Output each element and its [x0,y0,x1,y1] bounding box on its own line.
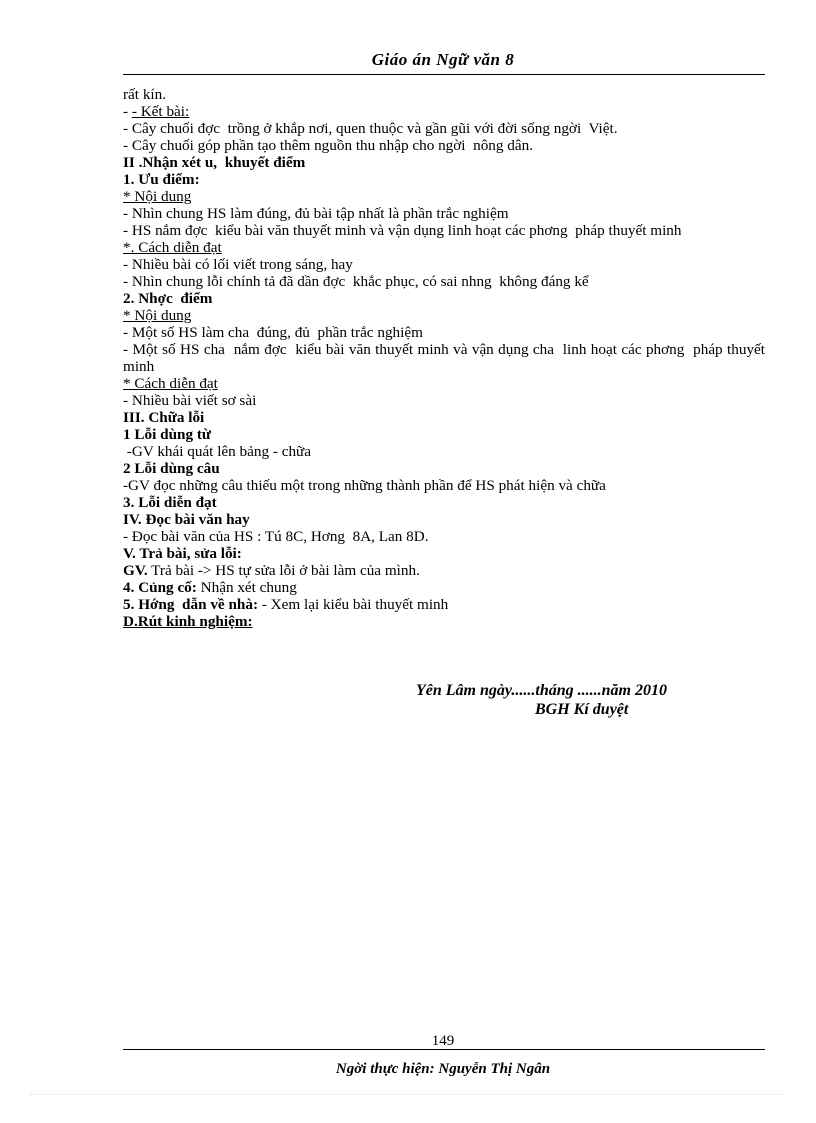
inline-label: 4. Củng cố: [123,579,197,596]
subsection-heading: 1. Ưu điểm: [123,171,200,188]
text-line: -GV khái quát lên bảng - chữa [123,443,312,460]
header-title: Giáo án Ngữ văn 8 [371,50,515,69]
page-edge-dots [30,1094,786,1095]
section-heading: III. Chữa lỗi [123,409,205,426]
document-body [123,86,769,630]
inline-label: GV. [123,562,148,579]
inline-text: Trả bài -> HS tự sửa lỗi ở bài làm của mình. [147,562,420,579]
subsection-heading: 2 Lỗi dùng câu [123,460,220,477]
text-line: - Đọc bài văn của HS : Tú 8C, Hơng 8A, Lan 8D. [123,528,429,545]
header-rule [123,74,765,75]
section-heading: II .Nhận xét u, khuyết điểm [123,154,306,171]
text-line: - Nhiều bài viết sơ sài [123,392,257,409]
text-line [123,562,765,579]
subsection-heading: 1 Lỗi dùng từ [123,426,212,443]
signature-date: Yên Lâm ngày......tháng ......năm 2010 [416,682,667,699]
subheading-content: * Nội dung [123,307,192,324]
text-line: - Nhiều bài có lối viết trong sáng, hay [123,256,353,273]
text-line: rất kín. [123,86,167,103]
section-heading: V. Trả bài, sửa lỗi: [123,545,242,562]
footer-author: Ngời thực hiện: Nguyễn Thị Ngân [335,1061,551,1077]
inline-text: Nhận xét chung [196,579,297,596]
conclusion-heading: - - Kết bài: [123,103,190,120]
text-line [123,596,765,613]
section-heading: D.Rút kinh nghiệm: [123,613,253,630]
text-line: - Cây chuối góp phần tạo thêm nguồn thu nhập cho ngời nông dân. [123,137,534,154]
text-line: - HS nắm đợc kiểu bài văn thuyết minh và vận dụng linh hoạt các phơng pháp thuyết minh [123,222,682,239]
text-line: - Nhìn chung lỗi chính tả đã dần đợc khắc phục, có sai nhng không đáng kể [123,273,589,290]
text-line [123,579,765,596]
footer-rule [123,1049,765,1050]
subheading-expression: *. Cách diễn đạt [123,239,222,256]
text-line: -GV đọc những câu thiếu một trong những thành phần để HS phát hiện và chữa [123,477,606,494]
subsection-heading: 2. Nhợc điểm [123,290,213,307]
subsection-heading: 3. Lỗi diễn đạt [123,494,217,511]
text-line: - Nhìn chung HS làm đúng, đủ bài tập nhất là phần trắc nghiệm [123,205,509,222]
subheading-expression: * Cách diễn đạt [123,375,218,392]
text-line: - Một số HS làm cha đúng, đủ phần trắc nghiệm [123,324,423,341]
page-number: 149 [431,1033,455,1049]
section-heading: IV. Đọc bài văn hay [123,511,250,528]
inline-text: - Xem lại kiểu bài thuyết minh [258,596,449,613]
text-line: - Cây chuối đợc trồng ở khắp nơi, quen thuộc và gần gũi với đời sống ngời Việt. [123,120,618,137]
conclusion-label: - Kết bài: [131,103,190,120]
signature-title: BGH Kí duyệt [535,701,629,718]
subheading-content: * Nội dung [123,188,192,205]
inline-label: 5. Hớng dẫn về nhà: [123,596,259,613]
text-line: - Một số HS cha nắm đợc kiểu bài văn thuyết minh và vận dụng cha linh hoạt các phơng pháp thuyết minh [123,341,769,375]
